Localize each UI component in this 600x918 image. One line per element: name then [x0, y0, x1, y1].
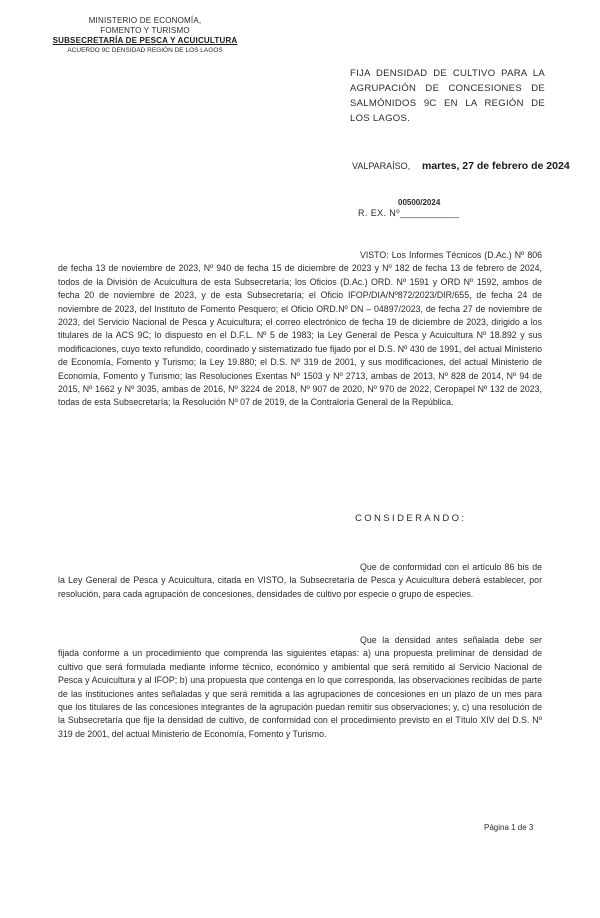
ministry-line-2: FOMENTO Y TURISMO	[100, 26, 190, 35]
considerando-paragraph-1	[58, 561, 542, 601]
paragraph-1-text: Que de conformidad con el artículo 86 bis de la Ley General de Pesca y Acuicultura, citada en VISTO, la Subsecretaría de Pesca y Acuicultura deberá establecer, por resolución, para cada agrupación de concesiones, densidades de cultivo por especie o grupo de especies.	[58, 562, 542, 599]
visto-text: VISTO: Los Informes Técnicos (D.Ac.) Nº 806 de fecha 13 de noviembre de 2023, Nº 940 de fecha 15 de diciembre de 2023 y Nº 182 de fecha 13 de febrero de 2024, todos de la División de Acuicultura de esta Subsecretaría; los Oficios (D.Ac.) ORD. Nº 1591 y ORD Nº 1592, ambos de fecha 20 de noviembre de 2023, y de esta Subsecretaría; el Oficio IFOP/DIA/Nº872/2023/DIR/655, de fecha 24 de noviembre de 2023, del Instituto de Fomento Pesquero; el Oficio ORD.Nº DN – 04897/2023, de fecha 27 de noviembre de 2023, del Servicio Nacional de Pesca y Acuicultura; el correo electrónico de fecha 19 de diciembre de 2023, dirigido a los titulares de la ACS 9C; lo dispuesto en el D.F.L. Nº 5 de 1983; la Ley General de Pesca y Acuicultura Nº 18.892 y sus modificaciones, cuyo texto refundido, coordinado y sistematizado fue fijado por el D.S. Nº 430 de 1991, del actual Ministerio de Economía, Fomento y Turismo; la Ley 19.880; el D.S. Nº 319 de 2001, y sus modificaciones, del actual Ministerio de Economía, Fomento y Turismo; las Resoluciones Exentas Nº 1503 y Nº 2713, ambas de 2013, Nº 828 de 2014, Nº 94 de 2015, Nº 1662 y Nº 3035, ambas de 2016, Nº 3224 de 2018, Nº 907 de 2020, Nº 970 de 2022, Ceropapel Nº 132 de 2023, todas de esta Subsecretaría; la Resolución Nº 07 de 2019, de la Contraloría General de la República.	[58, 250, 542, 408]
visto-paragraph	[58, 249, 542, 410]
paragraph-2-text: Que la densidad antes señalada debe ser fijada conforme a un procedimiento que comprenda las siguientes etapas: a) una propuesta preliminar de densidad de cultivo que será formulada mediante informe técnico, económico y ambiental que será remitido al Servicio Nacional de Pesca y Acuicultura y al IFOP; b) una propuesta que contenga en lo que corresponda, las observaciones recibidas de parte de las instituciones antes señaladas y que será remitida a las agrupaciones de concesiones en un plazo de un mes para que los titulares de las concesiones integrantes de la agrupación puedan remitir sus observaciones; y, c) una resolución de la Subsecretaría que fije la densidad de cultivo, de conformidad con el procedimiento previsto en el Título XIV del D.S. Nº 319 de 2001, del actual Ministerio de Economía, Fomento y Turismo.	[58, 635, 542, 739]
considerando-paragraph-2	[58, 634, 542, 741]
ministry-line-1: MINISTERIO DE ECONOMÍA,	[88, 16, 202, 25]
undersecretariat-line: SUBSECRETARÍA DE PESCA Y ACUICULTURA	[52, 36, 238, 45]
agreement-line: ACUERDO 9C DENSIDAD REGIÓN DE LOS LAGOS	[67, 47, 223, 54]
resolution-subject: FIJA DENSIDAD DE CULTIVO PARA LA AGRUPACIÓN DE CONCESIONES DE SALMÓNIDOS 9C EN LA REGIÓN DE LOS LAGOS.	[350, 68, 545, 124]
resolution-number: 00500/2024	[398, 198, 441, 207]
page-number: Página 1 de 3	[484, 823, 534, 832]
considerando-heading: CONSIDERANDO:	[355, 513, 467, 524]
resolution-date: martes, 27 de febrero de 2024	[422, 160, 570, 172]
place-label: VALPARAÍSO,	[352, 161, 411, 171]
resolution-label: R. EX. Nº___________	[358, 208, 460, 218]
letterhead	[30, 16, 260, 56]
